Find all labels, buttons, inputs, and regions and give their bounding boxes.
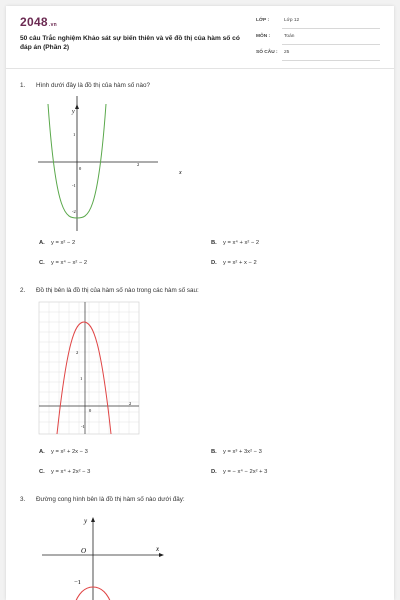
origin-label: O xyxy=(81,547,87,555)
document-page xyxy=(6,6,394,600)
subject-label: MÔN : xyxy=(256,34,271,39)
divider xyxy=(282,60,380,61)
y-axis-arrow xyxy=(75,104,79,109)
x-axis-label: x xyxy=(156,545,160,553)
y-tick-label: 1 xyxy=(73,132,76,137)
document-header xyxy=(6,6,394,69)
answer-option-d[interactable]: D. y = x² + x − 2 xyxy=(211,260,257,266)
question-2 xyxy=(20,287,199,294)
count-label: SỐ CÂU : xyxy=(256,50,278,55)
question-1 xyxy=(20,82,150,89)
y-tick-label: 1 xyxy=(80,376,83,381)
divider xyxy=(282,28,380,29)
question-number: 1. xyxy=(20,82,26,89)
x-tick-label: 2 xyxy=(129,401,132,406)
answer-option-d[interactable]: D. y = − x⁴ − 2x² + 3 xyxy=(211,469,268,475)
document-title: 50 câu Trắc nghiệm Khảo sát sự biến thiên và vẽ đồ thị của hàm số có đáp án (Phần 2) xyxy=(20,35,240,51)
answer-option-b[interactable]: B. y = x³ + 3x² − 3 xyxy=(211,449,262,455)
question-text: Đường cong hình bên là đồ thị hàm số nào dưới đây: xyxy=(36,496,185,503)
class-label: LỚP : xyxy=(256,18,270,23)
answer-option-b[interactable]: B. y = x⁴ + x² − 2 xyxy=(211,240,260,246)
question-1-graph xyxy=(38,96,182,231)
y-tick-label: -1 xyxy=(81,424,85,429)
y-tick-label: −1 xyxy=(74,579,81,586)
x-tick-label: 2 xyxy=(137,162,140,167)
question-3-graph xyxy=(36,511,171,600)
y-axis-arrow xyxy=(91,517,95,522)
answer-option-c[interactable]: C. y = x⁴ − x² − 2 xyxy=(39,260,88,266)
site-logo[interactable]: 2048.vn xyxy=(20,15,58,29)
class-value: Lớp 12 xyxy=(284,18,300,23)
question-number: 2. xyxy=(20,287,26,294)
origin-label: 0 xyxy=(89,408,92,413)
question-text: Hình dưới đây là đồ thị của hàm số nào? xyxy=(36,82,151,89)
y-tick-label: -1 xyxy=(72,183,76,188)
y-axis-label: y xyxy=(84,517,88,525)
question-text: Đồ thị bên là đồ thị của hàm số nào trong các hàm số sau: xyxy=(36,287,199,294)
question-2-graph xyxy=(39,302,139,434)
y-tick-label: -2 xyxy=(72,209,76,214)
answer-option-a[interactable]: A. y = x² + 2x − 3 xyxy=(39,449,88,455)
divider xyxy=(282,44,380,45)
answer-option-a[interactable]: A. y = x² − 2 xyxy=(39,240,76,246)
x-axis-label: x xyxy=(179,170,182,176)
question-3 xyxy=(20,496,185,503)
y-tick-label: 2 xyxy=(76,350,79,355)
count-value: 25 xyxy=(284,50,290,55)
origin-label: 0 xyxy=(79,166,82,171)
subject-value: Toán xyxy=(284,34,295,39)
question-number: 3. xyxy=(20,496,26,503)
x-axis-arrow xyxy=(159,553,164,557)
y-axis-label: y xyxy=(72,109,75,115)
answer-option-c[interactable]: C. y = x⁴ + 2x² − 3 xyxy=(39,469,91,475)
